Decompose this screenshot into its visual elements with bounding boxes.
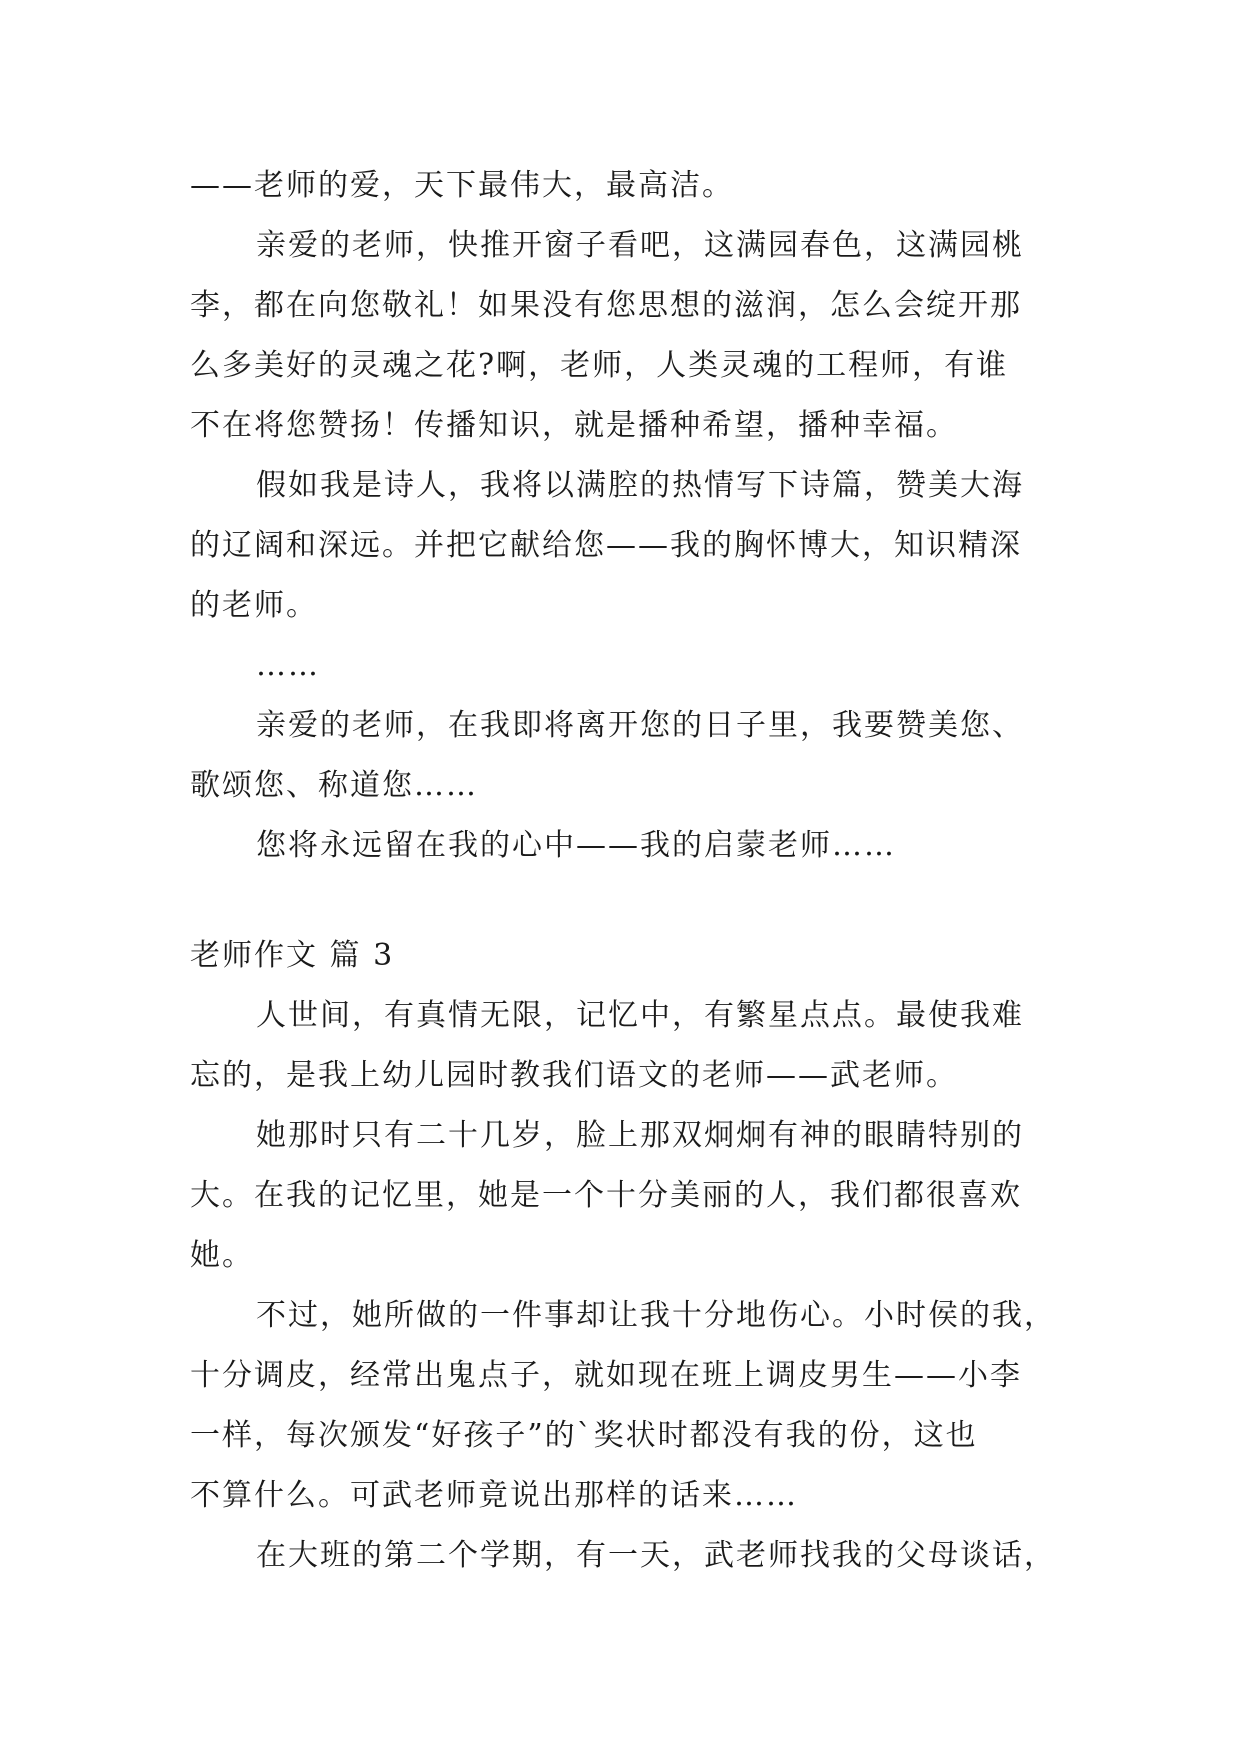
ellipsis-line: …… (256, 648, 320, 683)
text-line: 李，都在向您敬礼！如果没有您思想的滋润，怎么会绽开那 (190, 288, 1022, 323)
text-line: 的辽阔和深远。并把它献给您——我的胸怀博大，知识精深 (190, 528, 1022, 563)
paragraph-line: 人世间，有真情无限，记忆中，有繁星点点。最使我难 (256, 998, 1024, 1033)
text-line: 歌颂您、称道您…… (190, 768, 478, 803)
paragraph-line: 您将永远留在我的心中——我的启蒙老师…… (256, 828, 896, 863)
text-line: 的老师。 (190, 588, 318, 623)
text-line: 她。 (190, 1238, 254, 1273)
section-heading: 老师作文 篇 3 (190, 938, 395, 973)
text-line: 十分调皮，经常出鬼点子，就如现在班上调皮男生——小李 (190, 1358, 1022, 1393)
text-line: 一样，每次颁发“好孩子”的`奖状时都没有我的份，这也 (190, 1418, 978, 1453)
text-line: 大。在我的记忆里，她是一个十分美丽的人，我们都很喜欢 (190, 1178, 1022, 1213)
text-line: 忘的，是我上幼儿园时教我们语文的老师——武老师。 (190, 1058, 958, 1093)
paragraph-line: 亲爱的老师，在我即将离开您的日子里，我要赞美您、 (256, 708, 1024, 743)
paragraph-line: 亲爱的老师，快推开窗子看吧，这满园春色，这满园桃 (256, 228, 1024, 263)
text-line: 不算什么。可武老师竟说出那样的话来…… (190, 1478, 798, 1513)
paragraph-line: 假如我是诗人，我将以满腔的热情写下诗篇，赞美大海 (256, 468, 1024, 503)
paragraph-line: 她那时只有二十几岁，脸上那双炯炯有神的眼睛特别的 (256, 1118, 1024, 1153)
paragraph-line: 不过，她所做的一件事却让我十分地伤心。小时侯的我， (256, 1298, 1056, 1333)
paragraph-line: 在大班的第二个学期，有一天，武老师找我的父母谈话， (256, 1538, 1056, 1573)
text-line: 么多美好的灵魂之花?啊，老师，人类灵魂的工程师，有谁 (190, 348, 1009, 383)
text-line: ——老师的爱，天下最伟大，最高洁。 (190, 168, 734, 203)
text-line: 不在将您赞扬！传播知识，就是播种希望，播种幸福。 (190, 408, 958, 443)
